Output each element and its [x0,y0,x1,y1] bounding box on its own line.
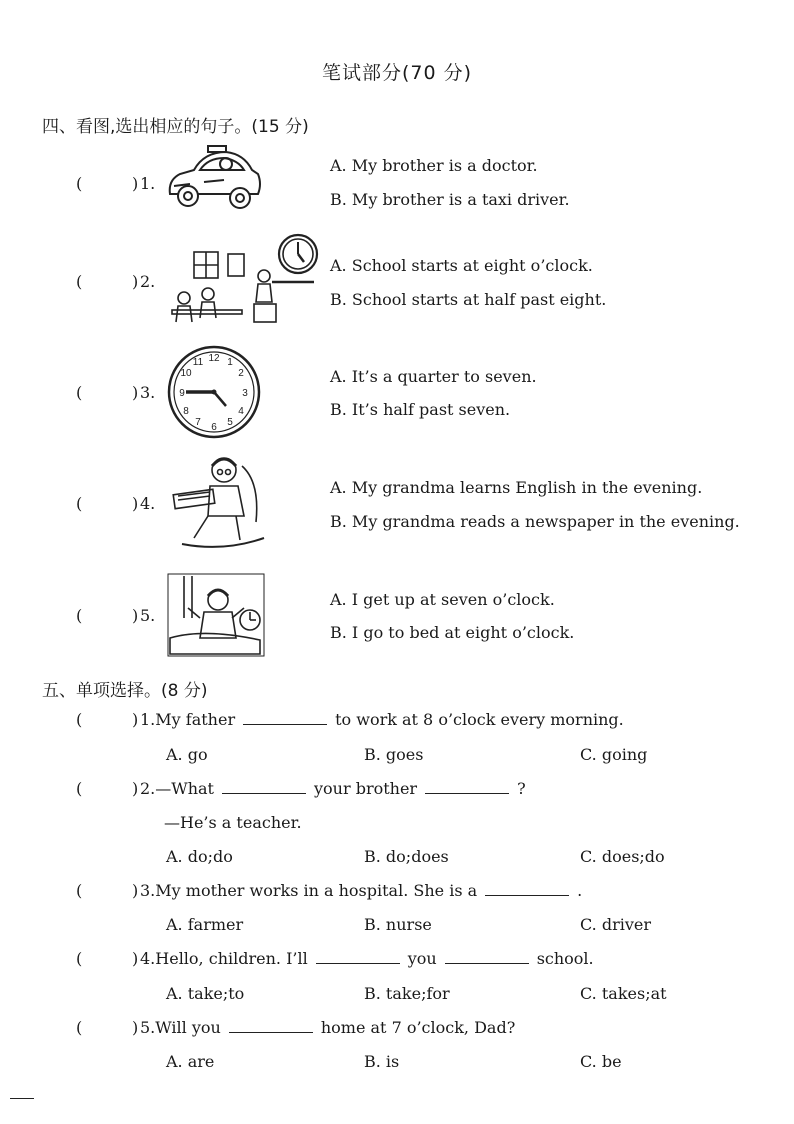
option-a: A. go [166,745,208,764]
question-number: 1. [140,174,156,193]
stem-text: home at 7 o’clock, Dad? [320,1018,516,1037]
question-stem [140,1018,515,1037]
answer-blank[interactable] [485,881,569,896]
stem-text: My mother works in a hospital. She is a [155,881,478,900]
option-b: B. My grandma reads a newspaper in the evening. [330,512,740,531]
answer-blank[interactable] [316,949,400,964]
answer-blank[interactable] [445,949,529,964]
option-b: B. is [364,1052,400,1071]
answer-paren-close: ) [132,494,139,513]
option-b: B. School starts at half past eight. [330,290,607,309]
question-stem [140,710,624,729]
answer-paren-open: ( [76,710,83,729]
option-a: A. My grandma learns English in the evening. [330,478,703,497]
option-b: B. My brother is a taxi driver. [330,190,570,209]
boy-getting-up-icon [164,568,268,658]
question-number: 4. [140,949,156,968]
option-c: C. driver [580,915,652,934]
wall-clock-icon [164,344,264,440]
svg-text:10: 10 [180,368,192,379]
question-number: 1. [140,710,156,729]
option-a: A. I get up at seven o’clock. [330,590,555,609]
option-b: B. It’s half past seven. [330,400,511,419]
answer-paren-close: ) [132,272,139,291]
svg-text:1: 1 [227,357,233,368]
question-stem [140,949,594,968]
stem-text: Will you [155,1018,221,1037]
answer-paren-close: ) [132,174,139,193]
dialogue-reply: —He’s a teacher. [164,813,302,832]
svg-text:2: 2 [238,368,244,379]
taxi-driver-icon [164,140,264,216]
stem-text: My father [155,710,236,729]
answer-paren-close: ) [132,1018,139,1037]
answer-paren-close: ) [132,383,139,402]
option-b: B. I go to bed at eight o’clock. [330,623,575,642]
answer-paren-close: ) [132,881,139,900]
answer-paren-close: ) [132,949,139,968]
option-b: B. take;for [364,984,450,1003]
question-stem [140,881,582,900]
svg-text:8: 8 [183,406,189,417]
svg-text:4: 4 [238,406,244,417]
answer-blank[interactable] [425,779,509,794]
stem-text: . [577,881,583,900]
stem-text: —What [155,779,214,798]
answer-paren-open: ( [76,949,83,968]
option-a: A. farmer [166,915,244,934]
answer-paren-open: ( [76,494,83,513]
svg-text:3: 3 [242,388,248,399]
answer-paren-open: ( [76,779,83,798]
section-5-heading: 五、单项选择。(8 分) [42,681,208,701]
svg-text:6: 6 [211,422,217,433]
svg-text:7: 7 [195,417,201,428]
stem-text: your brother [313,779,418,798]
option-a: A. It’s a quarter to seven. [330,367,537,386]
option-b: B. nurse [364,915,432,934]
answer-paren-open: ( [76,383,83,402]
question-stem [140,779,526,798]
stem-text: to work at 8 o’clock every morning. [335,710,624,729]
question-number: 4. [140,494,156,513]
option-c: C. going [580,745,648,764]
stem-text: ? [517,779,526,798]
question-number: 3. [140,881,156,900]
question-number: 2. [140,779,156,798]
option-a: A. take;to [166,984,245,1003]
option-b: B. goes [364,745,424,764]
page-corner-rule [10,1098,34,1099]
question-number: 2. [140,272,156,291]
answer-paren-close: ) [132,779,139,798]
section-4-heading: 四、看图,选出相应的句子。(15 分) [42,117,309,137]
answer-blank[interactable] [222,779,306,794]
option-a: A. School starts at eight o’clock. [330,256,593,275]
option-b: B. do;does [364,847,449,866]
grandma-reading-icon [164,452,274,552]
stem-text: you [407,949,437,968]
option-a: A. My brother is a doctor. [330,156,538,175]
question-number: 5. [140,1018,156,1037]
option-c: C. does;do [580,847,665,866]
stem-text: Hello, children. I’ll [155,949,308,968]
option-c: C. takes;at [580,984,667,1003]
svg-text:12: 12 [208,353,220,364]
classroom-clock-icon [164,232,324,332]
option-c: C. be [580,1052,622,1071]
answer-paren-open: ( [76,881,83,900]
option-a: A. do;do [166,847,233,866]
question-number: 5. [140,606,156,625]
answer-paren-close: ) [132,606,139,625]
answer-blank[interactable] [243,710,327,725]
svg-text:11: 11 [192,357,204,368]
answer-paren-open: ( [76,606,83,625]
page-title: 笔试部分(70 分) [321,62,473,84]
answer-paren-open: ( [76,174,83,193]
answer-blank[interactable] [229,1018,313,1033]
option-a: A. are [166,1052,215,1071]
stem-text: school. [536,949,594,968]
question-number: 3. [140,383,156,402]
answer-paren-open: ( [76,272,83,291]
answer-paren-open: ( [76,1018,83,1037]
svg-text:5: 5 [227,417,233,428]
svg-text:9: 9 [179,388,185,399]
answer-paren-close: ) [132,710,139,729]
